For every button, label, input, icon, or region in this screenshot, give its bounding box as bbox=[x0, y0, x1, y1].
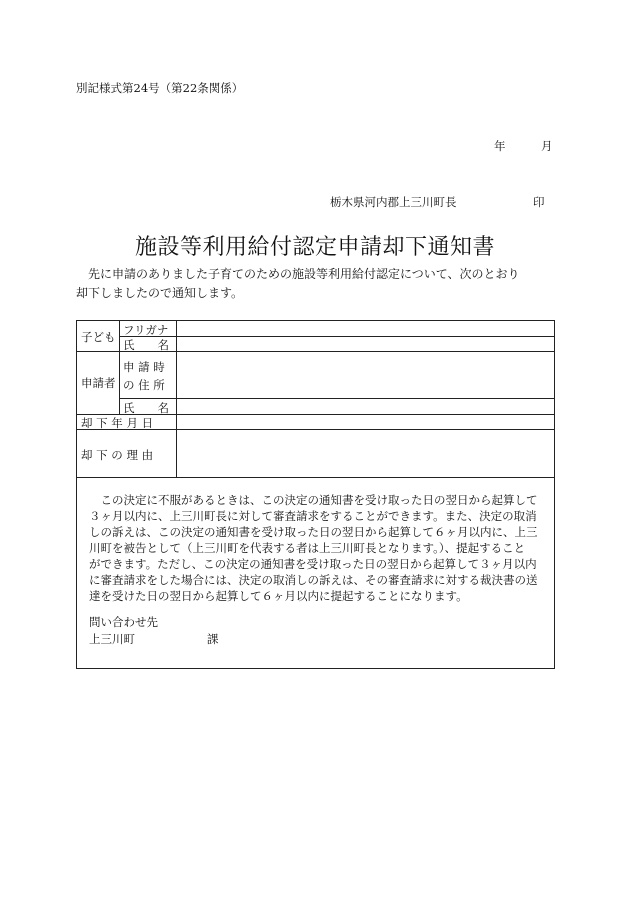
intro-line-2: 却下しましたので通知します。 bbox=[76, 286, 244, 300]
child-label: 子ども bbox=[81, 330, 116, 344]
contact-division: 課 bbox=[207, 632, 219, 646]
date-year-label: 年 bbox=[494, 139, 506, 153]
applicant-label: 申請者 bbox=[81, 376, 116, 390]
address-label-line-1: 申 請 時 bbox=[123, 360, 165, 374]
rule-address-bottom bbox=[119, 398, 555, 399]
notice-line: に審査請求をした場合には、決定の取消しの訴えは、その審査請求に対する裁決書の送 bbox=[89, 573, 538, 587]
rule-group-divider bbox=[119, 321, 120, 414]
furigana-field[interactable] bbox=[178, 322, 554, 335]
notice-line: 達を受けた日の翌日から起算して６ヶ月以内に提起することになります。 bbox=[89, 589, 468, 603]
notice-line: この決定に不服があるときは、この決定の通知書を受け取った日の翌日から起算して bbox=[89, 493, 538, 507]
intro-line-1: 先に申請のありました子育てのための施設等利用給付認定について、次のとおり bbox=[76, 267, 520, 281]
contact-office: 上三川町 bbox=[89, 632, 135, 646]
rule-reason-bottom bbox=[77, 477, 555, 478]
appeal-notice bbox=[89, 492, 544, 604]
rejection-reason-field[interactable] bbox=[178, 431, 554, 476]
notice-line: ３ヶ月以内に、上三川町長に対して審査請求をすることができます。また、決定の取消 bbox=[89, 509, 537, 523]
document-title: 施設等利用給付認定申請却下通知書 bbox=[134, 235, 495, 260]
seal-mark: 印 bbox=[533, 195, 545, 209]
applicant-name-label: 氏 名 bbox=[123, 401, 169, 415]
applicant-address-field[interactable] bbox=[178, 353, 554, 397]
notice-line: 川町を被告として（上三川町を代表する者は上三川町長となります。）、提起すること bbox=[89, 541, 526, 555]
notice-form-table bbox=[76, 320, 555, 669]
notice-line: ができます。ただし、この決定の通知書を受け取った日の翌日から起算して３ヶ月以内 bbox=[89, 557, 537, 571]
address-label-line-2: の 住 所 bbox=[123, 378, 165, 392]
furigana-label: フリガナ bbox=[123, 323, 169, 337]
contact-heading: 問い合わせ先 bbox=[89, 615, 158, 629]
applicant-name-field[interactable] bbox=[178, 400, 554, 413]
rejection-date-label: 却 下 年 月 日 bbox=[81, 416, 154, 430]
form-number: 別記様式第24号（第22条関係） bbox=[76, 81, 244, 95]
notice-line: しの訴えは、この決定の通知書を受け取った日の翌日から起算して６ヶ月以内に、上三 bbox=[89, 525, 538, 539]
rule-label-divider bbox=[176, 321, 177, 477]
child-name-field[interactable] bbox=[178, 337, 554, 350]
rejection-date-field[interactable] bbox=[178, 415, 554, 428]
issuer-name: 栃木県河内郡上三川町長 bbox=[330, 195, 457, 209]
rejection-reason-label: 却 下 の 理 由 bbox=[81, 448, 154, 462]
date-month-label: 月 bbox=[541, 139, 553, 153]
child-name-label: 氏 名 bbox=[123, 338, 169, 352]
intro-paragraph bbox=[76, 265, 556, 303]
